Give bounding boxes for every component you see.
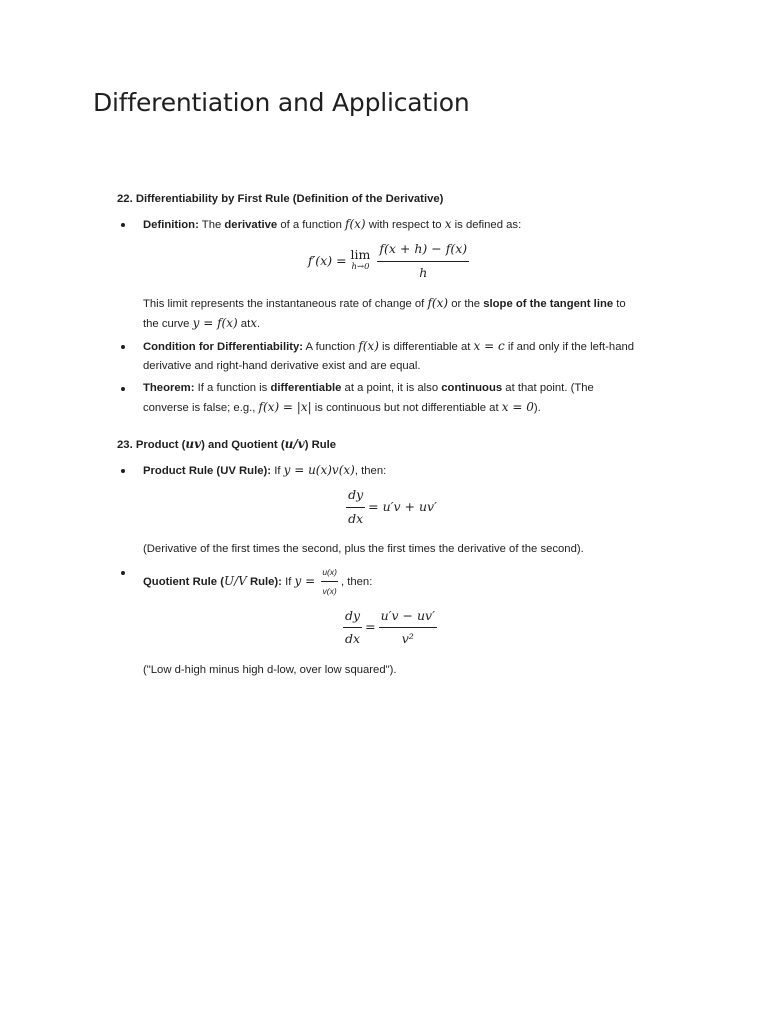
math-inline: x = 0 xyxy=(501,399,534,414)
document-body xyxy=(117,190,637,683)
quotient-rule-label: Rule): xyxy=(249,575,282,588)
bullet-icon xyxy=(121,223,125,227)
fraction-denominator: v(x) xyxy=(322,586,337,596)
bullet-icon xyxy=(121,571,125,575)
math-inline: f(x) xyxy=(358,339,379,353)
fraction-denominator: dx xyxy=(345,631,361,646)
paragraph-text: . xyxy=(257,317,261,330)
equals-sign: = xyxy=(365,619,376,635)
bullet-icon xyxy=(121,387,125,391)
fraction-numerator: dy xyxy=(346,486,365,508)
section-heading-23 xyxy=(117,435,637,455)
theorem-bold: continuous xyxy=(441,382,503,394)
fraction-denominator: h xyxy=(419,264,428,280)
theorem-text: at that point. (The converse is false; e.g., xyxy=(143,382,594,414)
formula-lhs: f′(x) = xyxy=(307,252,347,268)
difference-quotient xyxy=(377,240,469,282)
limit-operator xyxy=(351,248,371,274)
product-rule-label: Product Rule (UV Rule): xyxy=(143,464,272,477)
definition-explanation xyxy=(117,294,637,333)
derivative-fraction xyxy=(343,607,362,649)
product-text: , then: xyxy=(354,464,387,477)
math-inline: f(x) xyxy=(427,296,449,310)
definition-bold: derivative xyxy=(224,218,278,231)
product-text: If xyxy=(274,464,281,477)
list-item-quotient-rule xyxy=(117,563,637,601)
theorem-label: Theorem: xyxy=(143,382,195,394)
fraction-numerator: f(x + h) − f(x) xyxy=(377,240,469,262)
formula-rhs: = u′v + uv′ xyxy=(368,498,437,514)
fraction-numerator: u(x) xyxy=(321,563,338,583)
math-inline: x xyxy=(444,216,452,231)
fraction-denominator: v² xyxy=(401,631,414,646)
theorem-bold: differentiable xyxy=(270,382,342,394)
definition-text: The xyxy=(201,218,222,231)
math-inline: y = u(x)v(x) xyxy=(283,462,355,477)
math-inline: x = c xyxy=(473,339,505,353)
math-inline: U/V xyxy=(223,573,247,588)
list-item-product-rule xyxy=(117,461,637,481)
quotient-text: , then: xyxy=(340,575,373,588)
theorem-text: If a function is xyxy=(197,382,268,394)
math-inline: x xyxy=(250,315,257,330)
math-inline: f(x) xyxy=(345,216,366,231)
list-item-condition xyxy=(117,337,637,375)
section-heading-22: 22. Differentiability by First Rule (Definition of the Derivative) xyxy=(117,193,444,205)
condition-text: A function xyxy=(305,341,356,353)
theorem-text: is continuous but not differentiable at xyxy=(314,401,499,414)
fraction-numerator: dy xyxy=(343,607,362,629)
quotient-text: If xyxy=(285,575,292,588)
list-item-theorem xyxy=(117,379,637,417)
condition-label: Condition for Differentiability: xyxy=(143,341,304,353)
page-title: Differentiation and Application xyxy=(93,88,470,117)
paragraph-text: to the curve xyxy=(143,298,626,330)
math-inline: y = xyxy=(294,573,316,588)
theorem-text: ). xyxy=(533,401,541,414)
quotient-fraction xyxy=(379,607,437,649)
condition-text: is differentiable at xyxy=(382,341,471,353)
paragraph-bold: slope of the tangent line xyxy=(483,298,614,310)
derivative-fraction xyxy=(346,486,365,528)
product-rule-formula xyxy=(143,484,637,530)
product-rule-note: (Derivative of the first times the second, plus the first times the derivative of the second). xyxy=(143,543,584,555)
condition-text: if and only if the left-hand derivative and right-hand derivative exist and are equal. xyxy=(143,341,635,372)
definition-text: of a function xyxy=(280,218,342,231)
quotient-rule-label: Quotient Rule ( xyxy=(143,575,224,588)
definition-text: with respect to xyxy=(368,218,442,231)
paragraph-text: This limit represents the instantaneous rate of change of xyxy=(143,298,425,310)
math-inline: u/v xyxy=(284,437,305,451)
heading-text: 23. Product ( xyxy=(117,439,186,451)
fraction-denominator: dx xyxy=(348,510,364,526)
limit-subscript: h→0 xyxy=(351,262,370,272)
list-item-definition xyxy=(117,215,637,235)
bullet-icon xyxy=(121,345,125,349)
limit-word: lim xyxy=(350,247,371,262)
derivative-definition-formula xyxy=(143,238,637,284)
quotient-rule-formula xyxy=(143,605,637,651)
fraction-numerator: u′v − uv′ xyxy=(379,607,437,629)
quotient-rule-note: ("Low d-high minus high d-low, over low squared"). xyxy=(143,663,397,676)
definition-text: is defined as: xyxy=(454,218,522,231)
bullet-icon xyxy=(121,469,125,473)
math-inline: y = f(x) xyxy=(192,315,238,330)
inline-fraction xyxy=(321,563,338,601)
heading-text: ) Rule xyxy=(304,439,337,451)
paragraph-text: or the xyxy=(451,298,481,310)
heading-text: ) and Quotient ( xyxy=(201,439,285,451)
math-inline: uv xyxy=(185,437,202,451)
math-inline: f(x) = |x| xyxy=(258,399,312,414)
theorem-text: at a point, it is also xyxy=(344,382,439,394)
definition-label: Definition: xyxy=(143,218,199,231)
paragraph-text: at xyxy=(240,317,251,330)
